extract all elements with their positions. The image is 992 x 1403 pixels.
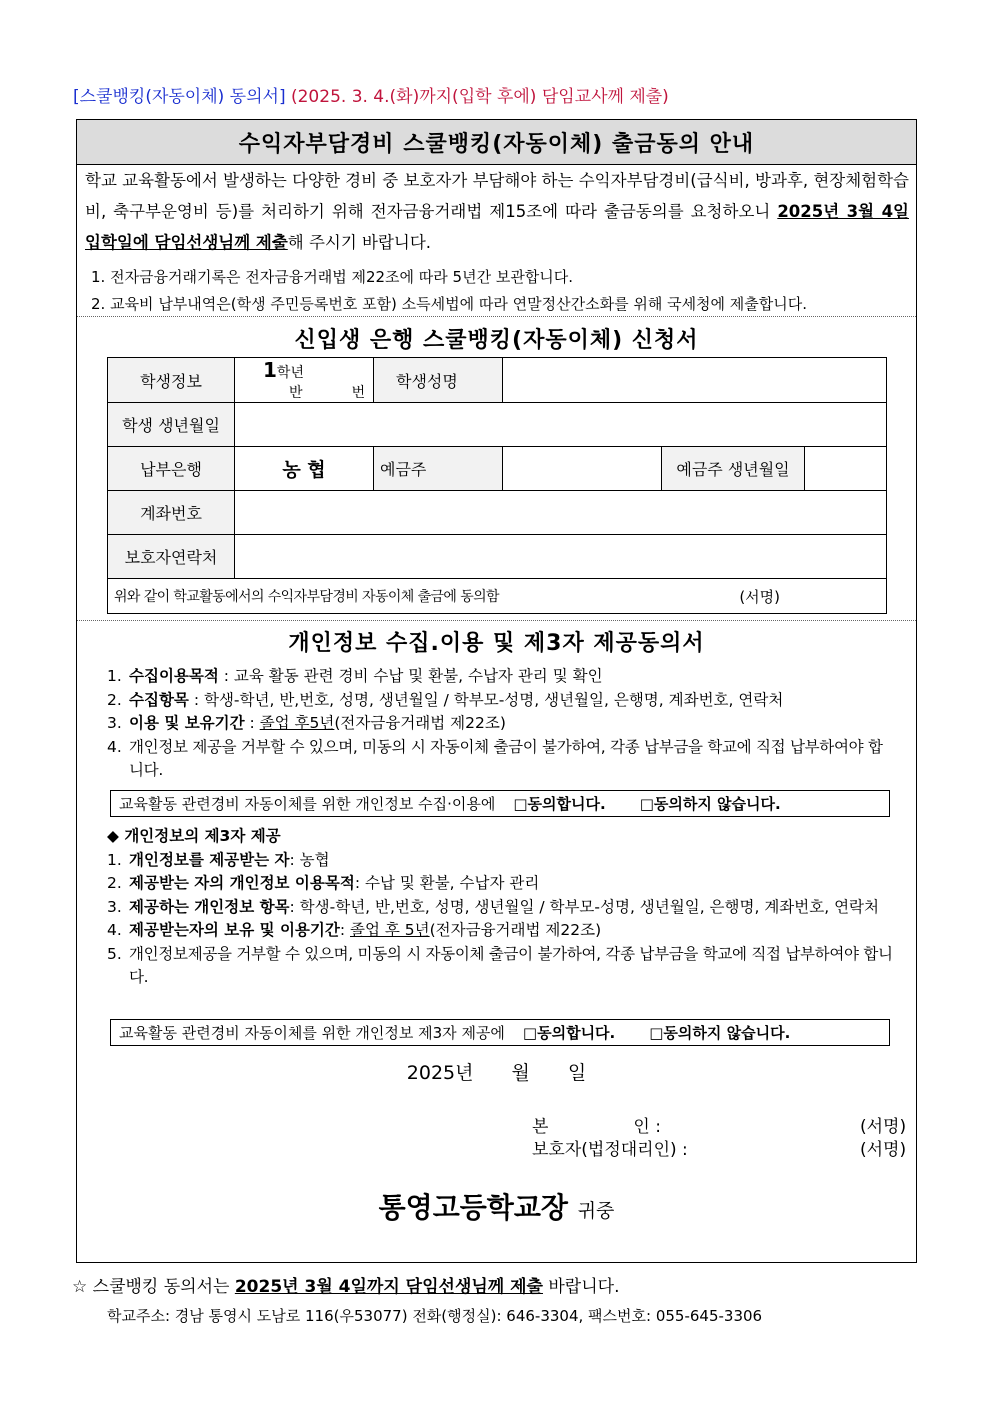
self-sign-field[interactable]: (서명) <box>860 1117 907 1137</box>
third-party-items <box>107 825 897 990</box>
account-label: 계좌번호 <box>108 491 235 535</box>
notice-intro <box>85 165 909 258</box>
consent-text: 위와 같이 학교활동에서의 수익자부담경비 자동이체 출금에 동의함 <box>114 588 499 605</box>
holder-birth-field[interactable] <box>805 447 887 491</box>
privacy-items <box>107 665 897 783</box>
deadline-text: (2025. 3. 4.(화)까지(입학 후에) 담임교사께 제출) <box>290 87 669 107</box>
item-num: 3. <box>107 714 122 732</box>
third-party-heading <box>107 825 897 849</box>
item-text: (전자금융거래법 제22조) <box>334 714 506 732</box>
grade-label: 학년 <box>276 365 304 381</box>
guardian-sign-field[interactable]: (서명) <box>860 1140 907 1160</box>
school-suffix: 귀중 <box>577 1200 615 1222</box>
item-text: : 학생-학년, 반,번호, 성명, 생년월일 / 학부모-성명, 생년월일, 은행명, 계좌번호, 연락처 <box>188 690 784 709</box>
item-head: 수집이용목적 <box>129 667 219 685</box>
grade-class-number[interactable] <box>235 358 374 403</box>
contact-label: 보호자연락처 <box>108 535 235 579</box>
application-title: 신입생 은행 스쿨뱅킹(자동이체) 신청서 <box>294 328 699 353</box>
consent-sign[interactable]: (서명) <box>739 587 780 606</box>
birth-label: 학생 생년월일 <box>108 403 235 447</box>
bank-label: 납부은행 <box>108 447 235 491</box>
class-label: 반 <box>289 385 303 401</box>
holder-field[interactable] <box>503 447 662 491</box>
holder-label: 예금주 <box>374 447 503 491</box>
intro-text-end: 해 주시기 바랍니다. <box>287 233 432 252</box>
footer-deadline: 2025년 3월 4일까지 담임선생님께 제출 <box>234 1277 543 1297</box>
notice-title: 수익자부담경비 스쿨뱅킹(자동이체) 출금동의 안내 <box>77 120 916 165</box>
school-recipient <box>77 1186 916 1226</box>
item-text-underlined: 졸업 후5년 <box>259 714 335 732</box>
footer-text: 스쿨뱅킹 동의서는 <box>92 1277 235 1297</box>
form-tag: [스쿨뱅킹(자동이체) 동의서] <box>73 87 286 107</box>
application-table <box>107 357 887 614</box>
school-name: 통영고등학교장 <box>378 1191 568 1224</box>
item-text: (전자금융거래법 제22조) <box>429 921 602 939</box>
student-name-label: 학생성명 <box>374 358 503 403</box>
item-head: 이용 및 보유기간 <box>129 714 245 732</box>
birth-field[interactable] <box>235 403 887 447</box>
item-text: : <box>339 921 350 939</box>
item-num: 1. <box>107 850 122 869</box>
third-party-title: ◆ 개인정보의 제3자 제공 <box>107 827 281 845</box>
star-icon: ☆ <box>72 1277 88 1297</box>
note-item: 1. 전자금융거래기록은 전자금융거래법 제22조에 따라 5년간 보관합니다. <box>91 268 574 286</box>
divider <box>77 316 916 317</box>
privacy-title: 개인정보 수집.이용 및 제3자 제공동의서 <box>288 631 705 656</box>
list-item <box>107 943 897 990</box>
self-sign-label: 본 인 : <box>532 1117 661 1137</box>
list-item <box>107 872 897 896</box>
list-item <box>107 896 897 920</box>
intro-text: 학교 교육활동에서 발생하는 다양한 경비 중 보호자가 부담해야 하는 수익자부담경비(급식비, 방과후, 현장체험학습비, 축구부운영비 등)를 처리하기 위해 전자금융거래법 제15조에 따라 출금동의를 요청하오니 <box>85 171 909 221</box>
consent-row <box>108 579 887 614</box>
form-frame <box>76 119 917 1263</box>
item-head: 제공받는자의 보유 및 이용기간 <box>129 921 340 939</box>
footer-text-end: 바랍니다. <box>542 1277 620 1297</box>
consent-box-collection <box>110 790 890 817</box>
date-line: 2025년 월 일 <box>406 1062 587 1084</box>
disagree-checkbox[interactable]: □동의하지 않습니다. <box>649 1024 791 1042</box>
school-address: 학교주소: 경남 통영시 도남로 116(우53077) 전화(행정실): 646-3304, 팩스번호: 055-645-3306 <box>107 1307 763 1325</box>
list-item <box>107 919 897 943</box>
item-head: 수집항목 <box>129 690 189 709</box>
disagree-checkbox[interactable]: □동의하지 않습니다. <box>639 795 781 813</box>
item-text: : 농협 <box>289 850 330 869</box>
item-num: 3. <box>107 897 122 916</box>
item-num: 4. <box>107 737 122 756</box>
consent-box-third-party <box>110 1019 890 1046</box>
item-text: 개인정보 제공을 거부할 수 있으며, 미동의 시 자동이체 출금이 불가하여, 각종 납부금을 학교에 직접 납부하여야 합니다. <box>129 737 883 779</box>
item-text: : 수납 및 환불, 수납자 관리 <box>354 874 540 892</box>
account-field[interactable] <box>235 491 887 535</box>
form-header <box>73 82 669 107</box>
note-item: 2. 교육비 납부내역은(학생 주민등록번호 포함) 소득세법에 따라 연말정산간소화를 위해 국세청에 제출합니다. <box>91 295 808 313</box>
item-text: : 교육 활동 관련 경비 수납 및 환불, 수납자 관리 및 확인 <box>218 667 603 685</box>
grade-value: 1 <box>263 358 277 382</box>
item-num: 2. <box>107 690 122 709</box>
item-num: 5. <box>107 944 122 963</box>
guardian-sign-label: 보호자(법정대리인) : <box>532 1140 688 1160</box>
list-item <box>107 665 897 689</box>
list-item <box>107 849 897 873</box>
student-info-label: 학생정보 <box>108 358 235 403</box>
intro-deadline: 2025년 3월 4일 입학일에 담임선생님께 제출 <box>85 202 909 252</box>
list-item <box>107 736 897 783</box>
item-num: 4. <box>107 921 122 939</box>
item-head: 제공받는 자의 개인정보 이용목적 <box>129 874 355 892</box>
item-num: 1. <box>107 667 122 685</box>
list-item <box>107 712 897 736</box>
item-text: 개인정보제공을 거부할 수 있으며, 미동의 시 자동이체 출금이 불가하여, 각종 납부금을 학교에 직접 납부하여야 합니다. <box>129 944 893 986</box>
item-text: : 학생-학년, 반,번호, 성명, 생년월일 / 학부모-성명, 생년월일, 은행명, 계좌번호, 연락처 <box>289 897 879 916</box>
item-text: : <box>244 714 260 732</box>
list-item <box>107 689 897 713</box>
student-name-field[interactable] <box>503 358 887 403</box>
divider <box>77 620 916 621</box>
number-label: 번 <box>351 385 366 401</box>
consent-box-text: 교육활동 관련경비 자동이체를 위한 개인정보 제3자 제공에 <box>119 1024 505 1042</box>
item-text-underlined: 졸업 후 5년 <box>350 921 430 939</box>
agree-checkbox[interactable]: □동의합니다. <box>513 795 606 813</box>
notice-notes <box>91 264 807 318</box>
consent-box-text: 교육활동 관련경비 자동이체를 위한 개인정보 수집·이용에 <box>119 795 496 813</box>
item-head: 개인정보를 제공받는 자 <box>129 850 290 869</box>
item-num: 2. <box>107 874 122 892</box>
bank-value: 농 협 <box>235 447 374 491</box>
footer-notice <box>72 1272 619 1297</box>
holder-birth-label: 예금주 생년월일 <box>662 447 805 491</box>
agree-checkbox[interactable]: □동의합니다. <box>522 1024 616 1042</box>
contact-field[interactable] <box>235 535 887 579</box>
item-head: 제공하는 개인정보 항목 <box>129 897 290 916</box>
